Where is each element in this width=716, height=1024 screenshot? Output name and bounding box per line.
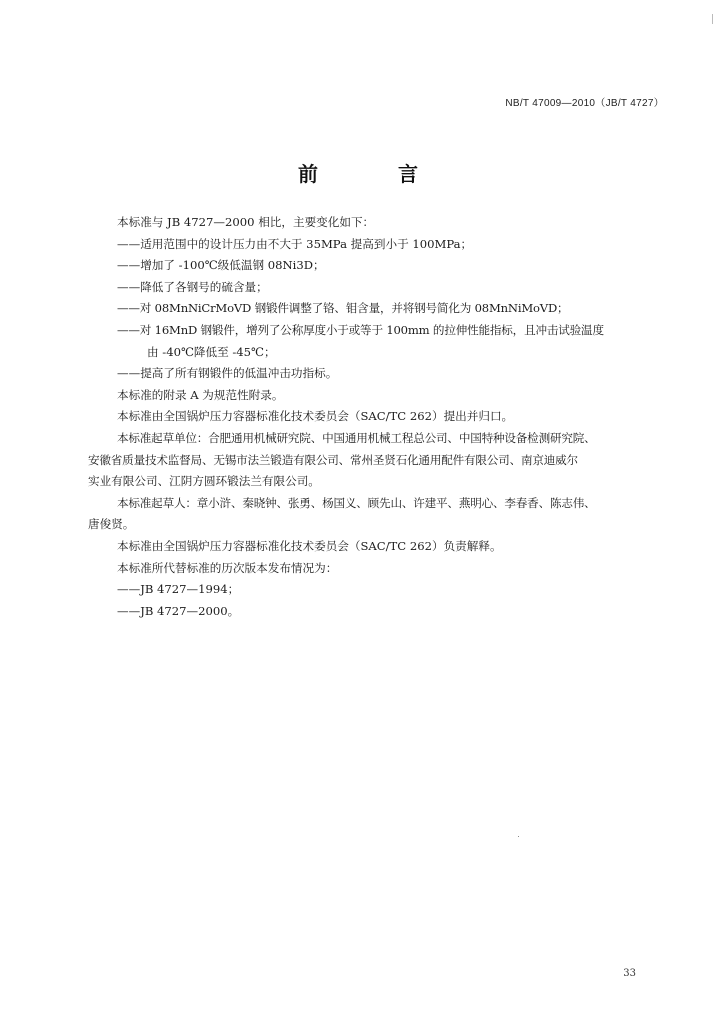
paragraph-annex: 本标准的附录 A 为规范性附录。 (117, 387, 284, 402)
page-number: 33 (623, 968, 636, 979)
change-item-impact-energy: ——提高了所有钢锻件的低温冲击功指标。 (117, 366, 338, 381)
paragraph-history-intro: 本标准所代替标准的历次版本发布情况为： (117, 560, 338, 575)
change-item-sulfur: ——降低了各钢号的硫含量； (117, 279, 268, 294)
paragraph-drafting-units: 本标准起草单位：合肥通用机械研究院、中国通用机械工程总公司、中国特种设备检测研究院、 (117, 430, 596, 445)
paragraph-drafters: 本标准起草人：章小浒、秦晓钟、张勇、杨国义、顾先山、许建平、燕明心、李春香、陈志伟、 (117, 495, 596, 510)
paragraph-drafting-units-cont2: 实业有限公司、江阴方圆环锻法兰有限公司。 (88, 474, 320, 489)
change-item-08mnnicrmovd: ——对 08MnNiCrMoVD 钢锻件调整了铬、钼含量，并将钢号简化为 08MnNiMoVD； (117, 301, 569, 316)
change-item-16mnd-continued: 由 -40℃降低至 -45℃； (147, 344, 276, 359)
history-item-1994: ——JB 4727—1994； (117, 582, 240, 597)
standard-number-header: NB/T 47009—2010（JB/T 4727） (505, 98, 664, 109)
change-item-new-steel: ——增加了 -100℃级低温钢 08Ni3D； (117, 258, 325, 273)
page-title: 前 言 (298, 162, 448, 186)
paragraph-intro: 本标准与 JB 4727—2000 相比，主要变化如下： (117, 215, 375, 229)
paragraph-drafting-units-cont1: 安徽省质量技术监督局、无锡市法兰锻造有限公司、常州圣贤石化通用配件有限公司、南京迪威尔 (88, 452, 578, 467)
paragraph-interpretation: 本标准由全国锅炉压力容器标准化技术委员会（SAC/TC 262）负责解释。 (117, 538, 502, 553)
paragraph-drafters-cont: 唐俊贤。 (88, 517, 135, 532)
change-item-pressure: ——适用范围中的设计压力由不大于 35MPa 提高到小于 100MPa； (117, 236, 473, 251)
paragraph-proposer: 本标准由全国锅炉压力容器标准化技术委员会（SAC/TC 262）提出并归口。 (117, 409, 514, 424)
scan-speck (518, 836, 519, 837)
history-item-2000: ——JB 4727—2000。 (117, 603, 240, 618)
change-item-16mnd: ——对 16MnD 钢锻件，增列了公称厚度小于或等于 100mm 的拉伸性能指标，且冲击试验温度 (117, 322, 604, 337)
foreword-body (88, 212, 660, 622)
scan-edge-mark (712, 14, 713, 24)
